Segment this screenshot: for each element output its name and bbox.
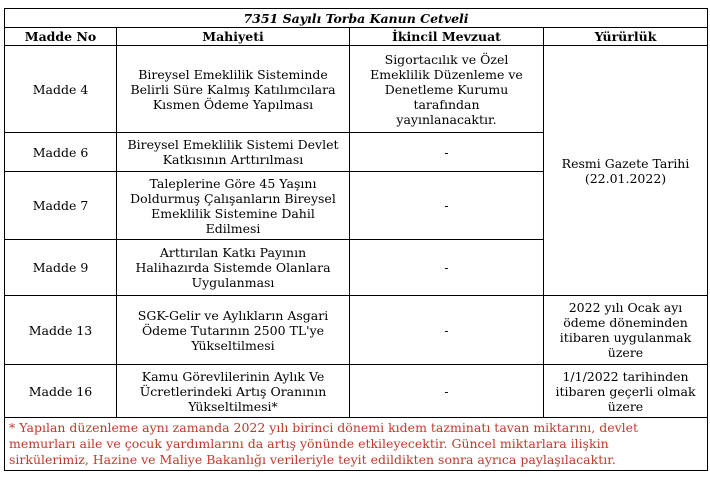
mahiyet-line: Uygulanması — [191, 275, 275, 290]
mahiyet-line: Bireysel Emeklilik Sisteminde — [138, 66, 328, 82]
mahiyet-cell — [117, 240, 350, 296]
mahiyet-line: Edilmesi — [205, 220, 261, 236]
torba-kanun-table — [4, 8, 708, 471]
mahiyet-cell — [117, 133, 350, 172]
mahiyet-line: Ücretlerindeki Artış Oranının — [139, 383, 327, 399]
mahiyet-cell — [117, 296, 350, 365]
mevzuat-cell: - — [350, 365, 544, 418]
table-title: 7351 Sayılı Torba Kanun Cetveli — [5, 9, 708, 28]
footnote-row — [5, 418, 708, 471]
yururluk-cell — [544, 365, 708, 418]
madde-cell: Madde 4 — [5, 46, 117, 133]
mevzuat-line: Emeklilik Düzenleme ve — [370, 66, 523, 82]
mahiyet-line: Kısmen Ödeme Yapılması — [152, 96, 314, 112]
header-madde: Madde No — [5, 28, 117, 46]
header-mevzuat: İkincil Mevzuat — [350, 28, 544, 46]
table-row — [5, 46, 708, 133]
yururluk-merged-cell — [544, 46, 708, 296]
mahiyet-line: Halihazırda Sistemde Olanlara — [135, 260, 331, 275]
yururluk-line: üzere — [607, 398, 644, 414]
mevzuat-line: Denetleme Kurumu — [384, 81, 509, 97]
mahiyet-cell — [117, 46, 350, 133]
header-mahiyet: Mahiyeti — [117, 28, 350, 46]
cetvel-container — [4, 8, 707, 471]
mevzuat-cell: - — [350, 133, 544, 172]
footnote-line: memurları aile ve çocuk yardımlarını da artış yönünde etkileyecektir. Güncel miktarlara ilişkin — [9, 436, 609, 451]
yururluk-line: 1/1/2022 tarihinden — [562, 368, 689, 384]
table-row — [5, 365, 708, 418]
yururluk-line: itibaren geçerli olmak — [555, 383, 696, 399]
yururluk-line: Resmi Gazete Tarihi — [561, 155, 690, 171]
mahiyet-line: Belirli Süre Kalmış Katılımcılara — [130, 81, 336, 97]
footnote-line: * Yapılan düzenleme aynı zamanda 2022 yılı birinci dönemi kıdem tazminatı tavan miktarını, devlet — [9, 420, 639, 435]
mevzuat-cell: - — [350, 240, 544, 296]
table-header-row — [5, 28, 708, 46]
footnote-line: sirkülerimiz, Hazine ve Maliye Bakanlığı verileriyle teyit edildikten sonra ayrıca paylaşılacaktır. — [9, 452, 616, 467]
mahiyet-line: Taleplerine Göre 45 Yaşını — [149, 175, 317, 191]
mahiyet-line: Kamu Görevlilerinin Aylık Ve — [141, 368, 325, 384]
mevzuat-cell: - — [350, 296, 544, 365]
mahiyet-line: Ödeme Tutarının 2500 TL'ye — [141, 322, 325, 338]
yururluk-line: itibaren uygulanmak — [559, 330, 692, 345]
yururluk-line: 2022 yılı Ocak ayı — [568, 300, 683, 315]
mahiyet-line: Yükseltilmesi — [191, 337, 275, 353]
yururluk-cell — [544, 296, 708, 365]
madde-cell: Madde 7 — [5, 172, 117, 240]
table-row — [5, 296, 708, 365]
madde-cell: Madde 9 — [5, 240, 117, 296]
table-title-row — [5, 9, 708, 28]
madde-cell: Madde 6 — [5, 133, 117, 172]
mahiyet-line: Doldurmuş Çalışanların Bireysel — [130, 190, 336, 206]
mevzuat-line: yayınlanacaktır. — [396, 111, 497, 127]
mevzuat-cell: - — [350, 172, 544, 240]
mahiyet-line: Bireysel Emeklilik Sistemi Devlet — [127, 137, 339, 152]
madde-cell: Madde 13 — [5, 296, 117, 365]
mahiyet-line: Emeklilik Sistemine Dahil — [151, 205, 315, 221]
mevzuat-cell — [350, 46, 544, 133]
yururluk-line: (22.01.2022) — [584, 170, 667, 186]
madde-cell: Madde 16 — [5, 365, 117, 418]
mevzuat-line: tarafından — [413, 96, 480, 112]
mevzuat-line: Sigortacılık ve Özel — [384, 51, 509, 67]
mahiyet-line: SGK-Gelir ve Aylıkların Asgari — [137, 307, 329, 323]
yururluk-line: üzere — [607, 345, 644, 360]
mahiyet-line: Yükseltilmesi* — [188, 398, 278, 414]
mahiyet-cell — [117, 365, 350, 418]
mahiyet-line: Arttırılan Katkı Payının — [159, 245, 307, 260]
header-yururluk: Yürürlük — [544, 28, 708, 46]
yururluk-line: ödeme döneminden — [563, 315, 688, 330]
mahiyet-cell — [117, 172, 350, 240]
footnote-cell — [5, 418, 708, 471]
mahiyet-line: Katkısının Arttırılması — [162, 152, 304, 167]
